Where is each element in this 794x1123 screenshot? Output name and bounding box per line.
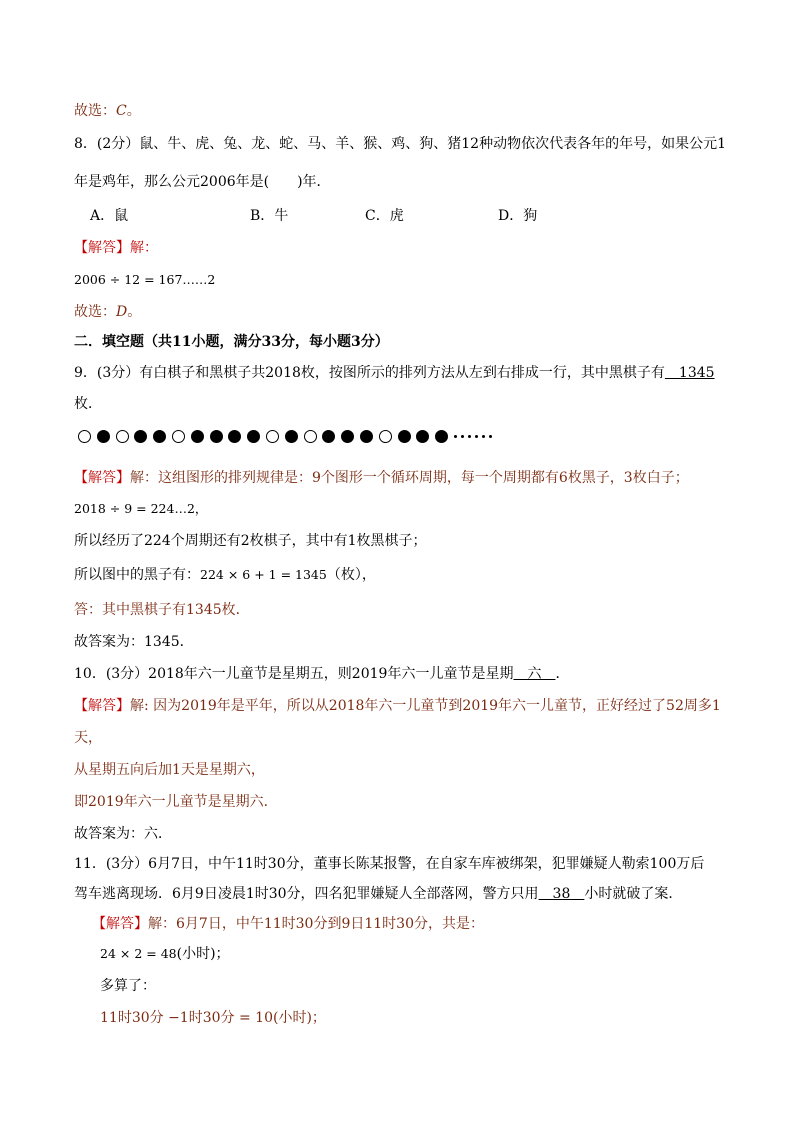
q8-stem-line1: 8．(2分）鼠、牛、虎、兔、龙、蛇、马、羊、猴、鸡、狗、猪12种动物依次代表各年的年号，如果公元1 xyxy=(74,136,726,152)
q10-stem-b: ． xyxy=(555,666,570,682)
black-bead xyxy=(153,430,166,443)
q8-jieda-text: 解： xyxy=(130,240,158,256)
q8-option-b: B．牛 xyxy=(250,208,289,224)
black-bead xyxy=(228,430,241,443)
ellipsis-dot xyxy=(489,435,492,438)
q9-line4 xyxy=(74,565,376,585)
q9-line4-math: 224 × 6 + 1 = 1345 xyxy=(200,567,327,582)
black-bead xyxy=(247,430,260,443)
q9-stem-text: 9．(3分）有白棋子和黑棋子共2018枚，按图所示的排列方法从左到右排成一行，其中黑棋子有 xyxy=(74,365,665,381)
q11-jieda-text: 解：6月7日，中午11时30分到9日11时30分，共是： xyxy=(148,916,484,932)
q9-bead-figure xyxy=(78,428,496,444)
black-bead xyxy=(416,430,429,443)
black-bead xyxy=(398,430,411,443)
q11-stem-line2 xyxy=(74,884,682,904)
ellipsis-dot xyxy=(482,435,485,438)
black-bead xyxy=(191,430,204,443)
white-bead xyxy=(78,430,91,443)
q9-line3: 所以经历了224个周期还有2枚棋子，其中有1枚黑棋子； xyxy=(74,533,427,549)
q11-line3: 多算了： xyxy=(100,978,156,994)
ellipsis-dot xyxy=(454,435,457,438)
q8-option-c: C．虎 xyxy=(365,208,404,224)
q11-answer-blank: 38 xyxy=(538,886,585,902)
q11-calc1 xyxy=(100,944,230,964)
q10-answer-line: 故答案为：六． xyxy=(74,826,172,842)
q7-select-answer: C xyxy=(116,103,127,119)
white-bead xyxy=(116,430,129,443)
q11-calc1-math: 24 × 2 = 48 xyxy=(100,946,177,961)
q7-answer-line xyxy=(74,101,141,121)
black-bead xyxy=(341,430,354,443)
q9-stem-line2: 枚． xyxy=(74,396,102,412)
q11-jieda-tag: 【解答】 xyxy=(92,916,148,932)
black-bead xyxy=(285,430,298,443)
q9-stem-line1 xyxy=(74,363,715,383)
q10-stem xyxy=(74,664,569,684)
q9-jieda xyxy=(74,468,689,488)
q8-jieda xyxy=(74,238,158,258)
q8-option-a: A．鼠 xyxy=(90,208,129,224)
q11-stem-a: 驾车逃离现场．6月9日凌晨1时30分，四名犯罪嫌疑人全部落网，警方只用 xyxy=(74,886,539,902)
white-bead xyxy=(172,430,185,443)
black-bead xyxy=(134,430,147,443)
black-bead xyxy=(435,430,448,443)
q9-line5: 答：其中黑棋子有1345枚． xyxy=(74,602,250,618)
q8-select-prefix: 故选： xyxy=(74,304,116,320)
q11-calc2 xyxy=(100,1008,326,1028)
q11-calc2-unit: (小时)； xyxy=(272,1010,326,1026)
q10-jieda-tag: 【解答】 xyxy=(74,698,130,714)
q9-answer-line: 故答案为：1345． xyxy=(74,634,194,650)
q9-jieda-text: 解：这组图形的排列规律是：9个图形一个循环周期，每一个周期都有6枚黑子，3枚白子； xyxy=(130,470,689,486)
q11-stem-line1: 11．(3分）6月7日，中午11时30分，董事长陈某报警，在自家车库被绑架，犯罪嫌疑人勒索100万后 xyxy=(74,856,705,872)
q7-select-prefix: 故选： xyxy=(74,103,116,119)
q9-calc1: 2018 ÷ 9 = 224…2， xyxy=(74,501,208,516)
q8-select-suffix: 。 xyxy=(127,304,142,320)
q10-jieda xyxy=(74,696,721,716)
q8-calc: 2006 ÷ 12 = 167……2 xyxy=(74,272,216,287)
q8-option-d: D．狗 xyxy=(498,208,538,224)
white-bead xyxy=(266,430,279,443)
q9-line4-a: 所以图中的黑子有： xyxy=(74,567,200,583)
white-bead xyxy=(379,430,392,443)
q11-jieda xyxy=(92,914,484,934)
q10-stem-a: 10．(3分）2018年六一儿童节是星期五，则2019年六一儿童节是星期 xyxy=(74,666,514,682)
q9-jieda-tag: 【解答】 xyxy=(74,470,130,486)
q8-select-answer: D xyxy=(116,304,128,320)
q8-stem-line2: 年是鸡年，那么公元2006年是( )年． xyxy=(74,174,331,190)
q11-stem-b: 小时就破了案． xyxy=(584,886,683,902)
q8-select-line xyxy=(74,302,141,322)
ellipsis-dot xyxy=(468,435,471,438)
q10-line4: 即2019年六一儿童节是星期六． xyxy=(74,794,278,810)
q7-select-suffix: 。 xyxy=(126,103,141,119)
q8-jieda-tag: 【解答】 xyxy=(74,240,130,256)
ellipsis-dot xyxy=(461,435,464,438)
q9-answer-blank: 1345 xyxy=(664,365,715,381)
q10-jieda-text: 解: 因为2019年是平年，所以从2018年六一儿童节到2019年六一儿童节，正好经过了52周多1 xyxy=(130,698,721,714)
q11-calc1-unit: (小时)； xyxy=(176,946,230,962)
q11-calc2-math: 11时30分 −1时30分 = 10 xyxy=(100,1010,273,1026)
ellipsis-dot xyxy=(475,435,478,438)
q10-line2: 天， xyxy=(74,730,102,746)
black-bead xyxy=(322,430,335,443)
section2-title: 二．填空题（共11小题，满分33分，每小题3分） xyxy=(74,334,389,350)
q10-line3: 从星期五向后加1天是星期六， xyxy=(74,762,265,778)
q9-line4-b: （枚）， xyxy=(326,567,376,583)
black-bead xyxy=(360,430,373,443)
black-bead xyxy=(210,430,223,443)
white-bead xyxy=(304,430,317,443)
black-bead xyxy=(97,430,110,443)
q10-answer-blank: 六 xyxy=(513,666,556,682)
